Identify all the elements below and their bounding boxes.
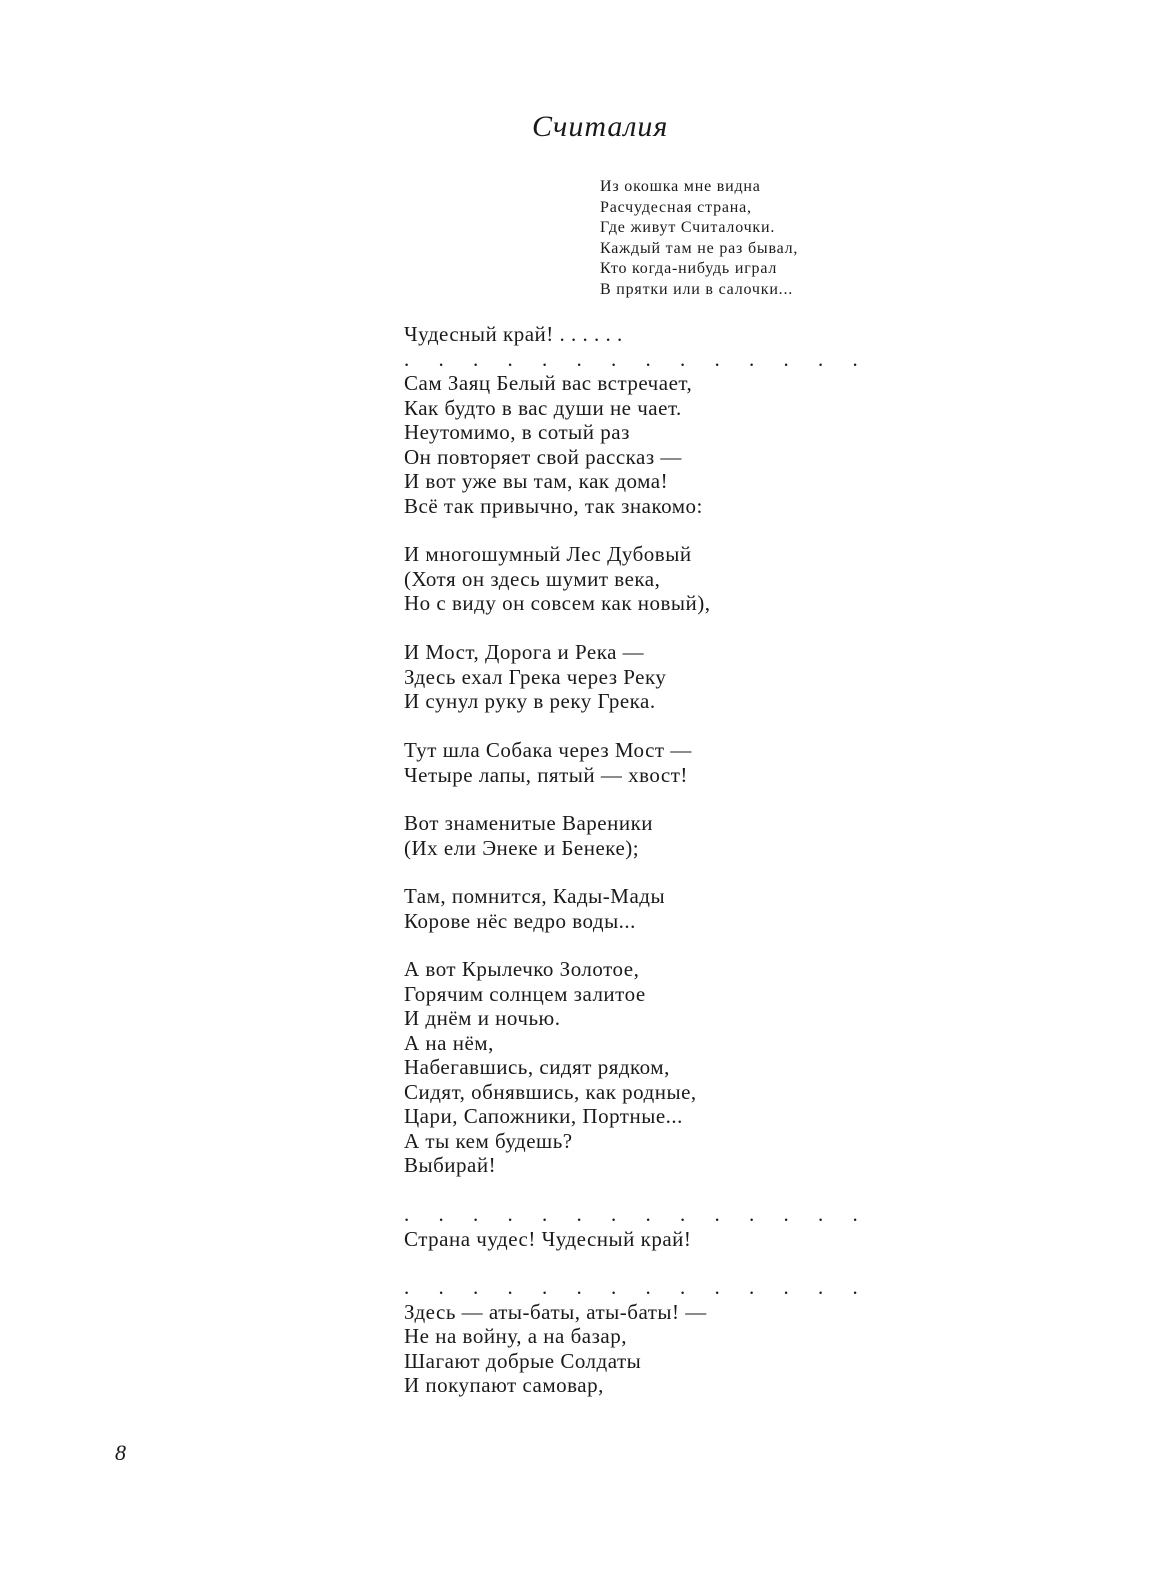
verse-line: Неутомимо, в сотый раз	[404, 420, 630, 444]
verse-line: И покупают самовар,	[404, 1373, 604, 1397]
verse-line: Шагают добрые Солдаты	[404, 1348, 642, 1373]
verse-line: Четыре лапы, пятый — хвост!	[404, 762, 688, 787]
verse-line: Здесь — аты-баты, аты-баты! —	[404, 1299, 707, 1324]
epigraph-line: Кто когда-нибудь играл	[600, 260, 778, 277]
verse-line: Корове нёс ведро воды...	[404, 908, 636, 933]
verse-line: Всё так привычно, так знакомо:	[404, 493, 703, 518]
verse-line: Сам Заяц Белый вас встречает,	[404, 371, 693, 395]
stanza-7	[404, 957, 697, 1178]
verse-line: И сунул руку в реку Грека.	[404, 689, 656, 713]
stanza-3	[404, 640, 666, 714]
verse-line: Цари, Сапожники, Портные...	[404, 1104, 683, 1128]
verse-line: Набегавшись, сидят рядком,	[404, 1055, 670, 1079]
epigraph	[600, 177, 798, 300]
verse-line: А вот Крылечко Золотое,	[404, 957, 640, 981]
verse-line: Как будто в вас души не чает.	[404, 395, 682, 420]
ellipsis-line: . . . . . . . . . . . . . .	[404, 1275, 870, 1299]
verse-line: Вот знаменитые Вареники	[404, 811, 654, 835]
epigraph-line: В прятки или в салочки...	[600, 280, 794, 298]
verse-line: Страна чудес! Чудесный край!	[404, 1226, 692, 1251]
verse-line: Здесь ехал Грека через Реку	[404, 664, 667, 689]
verse-line: Сидят, обнявшись, как родные,	[404, 1079, 697, 1104]
verse-line: А ты кем будешь?	[404, 1128, 573, 1153]
verse-line: Там, помнится, Кады-Мады	[404, 884, 666, 908]
verse-line: И днём и ночью.	[404, 1006, 561, 1030]
verse-line: И Мост, Дорога и Река —	[404, 640, 645, 664]
verse-line: Но с виду он совсем как новый),	[404, 591, 711, 615]
verse-line: Выбирай!	[404, 1153, 497, 1177]
epigraph-line: Каждый там не раз бывал,	[600, 239, 799, 257]
ellipsis-line: . . . . . . . . . . . . . .	[404, 1202, 870, 1226]
epigraph-line: Где живут Считалочки.	[600, 219, 776, 236]
verse-line: (Их ели Энеке и Бенеке);	[404, 835, 640, 860]
ellipsis-line: . . . . . . . . . . . . . .	[404, 346, 870, 371]
verse-line: И многошумный Лес Дубовый	[404, 542, 692, 566]
stanza-8	[404, 1202, 870, 1251]
epigraph-line: Расчудесная страна,	[600, 198, 752, 216]
verse-line: А на нём,	[404, 1030, 494, 1055]
verse-line: Он повторяет свой рассказ —	[404, 444, 682, 469]
stanza-6	[404, 884, 665, 933]
stanza-2	[404, 542, 711, 616]
stanza-4	[404, 738, 692, 787]
verse-line: Тут шла Собака через Мост —	[404, 738, 692, 762]
page-number: 8	[115, 1440, 126, 1465]
verse-line: Горячим солнцем залитое	[404, 981, 646, 1006]
stanza-1	[404, 322, 870, 518]
epigraph-line: Из окошка мне видна	[600, 178, 761, 195]
stanza-9	[404, 1275, 870, 1398]
verse-line: Чудесный край! . . . . . .	[404, 322, 623, 346]
verse-line: (Хотя он здесь шумит века,	[404, 566, 661, 591]
verse-line: И вот уже вы там, как дома!	[404, 469, 669, 493]
poem-title: Считалия	[532, 110, 669, 143]
verse-line: Не на войну, а на базар,	[404, 1324, 627, 1348]
stanza-5	[404, 811, 653, 860]
